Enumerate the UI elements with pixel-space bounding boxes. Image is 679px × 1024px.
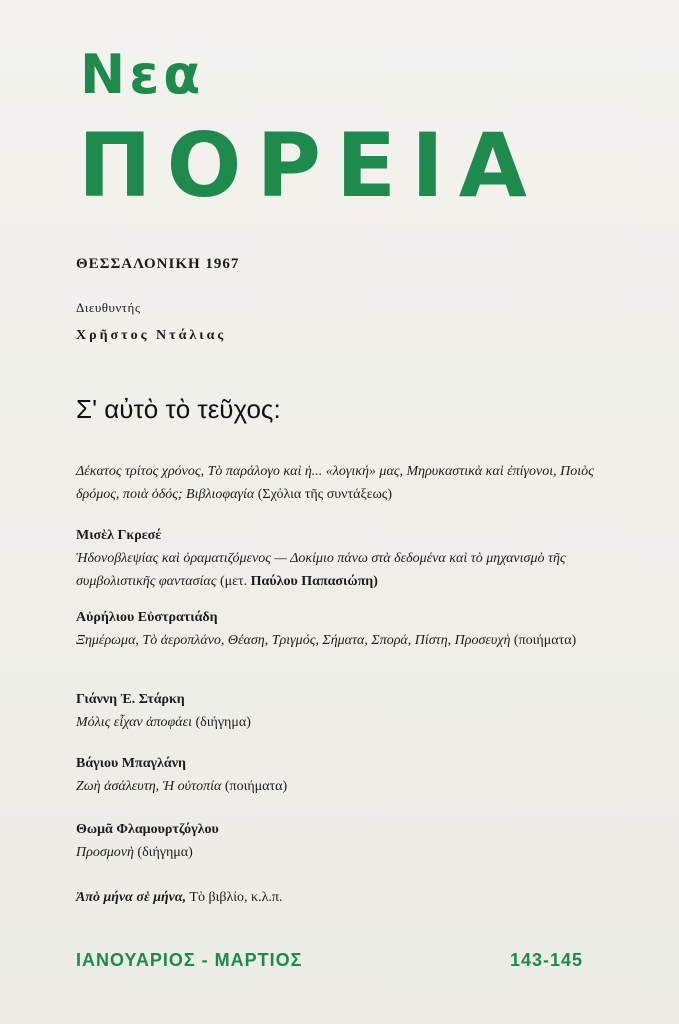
monthly-section: [76, 890, 282, 906]
entry-works-title: Ζωὴ ἀσάλευτη, Ἡ οὐτοπία: [76, 779, 222, 794]
director-label: Διευθυντής: [76, 300, 141, 315]
director-name: Χρῆστος Ντάλιας: [76, 328, 227, 343]
issue-numbers: 143-145: [510, 950, 584, 970]
entry-author: Θωμᾶ Φλαμουρτζόγλου: [76, 822, 219, 837]
issue-months: ΙΑΝΟΥΑΡΙΟΣ - ΜΑΡΤΙΟΣ: [76, 950, 303, 970]
editorial-note: (Σχόλια τῆς συντάξεως): [257, 487, 393, 502]
entry-works-title: Μόλις εἶχαν ἀποφάει: [76, 715, 192, 730]
city-year: ΘΕΣΣΑΛΟΝΙΚΗ 1967: [76, 256, 240, 272]
entry-works-title: Προσμονὴ: [76, 845, 134, 860]
entry-works: [76, 547, 606, 593]
entry-translator: Παύλου Παπασιώπη): [250, 574, 378, 589]
entry-author: Αὐρήλιου Εὐστρατιάδη: [76, 610, 218, 625]
contents-entry: [76, 818, 606, 864]
entry-works: [76, 629, 606, 652]
editorial-titles: Δέκατος τρίτος χρόνος, Τὸ παράλογο καὶ ἡ... «λογική» μας, Μηρυκαστικὰ καὶ ἐπίγονοι, Ποιὸς δρόμος, ποιὰ ὁδός; Βιβλιοφαγία: [76, 464, 594, 502]
entry-note: (ποιήματα): [224, 779, 288, 794]
entry-note: (μετ.: [219, 574, 248, 589]
masthead-poreia: ΠΟΡΕΙΑ: [78, 114, 542, 217]
contents-entry: [76, 752, 606, 798]
editorial-section: [76, 460, 606, 506]
contents-entry: [76, 524, 606, 593]
entry-works: [76, 841, 606, 864]
entry-works: [76, 775, 606, 798]
entry-author: Μισὲλ Γκρεσέ: [76, 528, 162, 543]
entry-works-title: Ἡδονοβλεψίας καὶ ὀραματιζόμενος — Δοκίμιο πάνω στὰ δεδομένα καὶ τὸ μηχανισμὸ τῆς συμβολιστικῆς φαντασίας: [76, 551, 566, 589]
entry-note: (ποιήματα): [513, 633, 577, 648]
entry-works: [76, 711, 606, 734]
masthead-nea: Νεα: [80, 43, 205, 106]
issue-contents-heading: Σ' αὐτὸ τὸ τεῦχος:: [76, 394, 281, 424]
entry-author: Βάγιου Μπαγλάνη: [76, 756, 186, 771]
contents-entry: [76, 606, 606, 652]
entry-note: (διήγημα): [137, 845, 193, 860]
monthly-rest: Τὸ βιβλίο, κ.λ.π.: [189, 890, 283, 905]
monthly-lead: Ἀπὸ μήνα σὲ μήνα,: [76, 890, 187, 905]
entry-works-title: Ξημέρωμα, Τὸ ἀεροπλάνο, Θέαση, Τριγμός, Σήματα, Σπορά, Πίστη, Προσευχὴ: [76, 633, 511, 648]
contents-entry: [76, 688, 606, 734]
entry-author: Γιάννη Ἐ. Στάρκη: [76, 692, 185, 707]
entry-note: (διήγημα): [195, 715, 251, 730]
